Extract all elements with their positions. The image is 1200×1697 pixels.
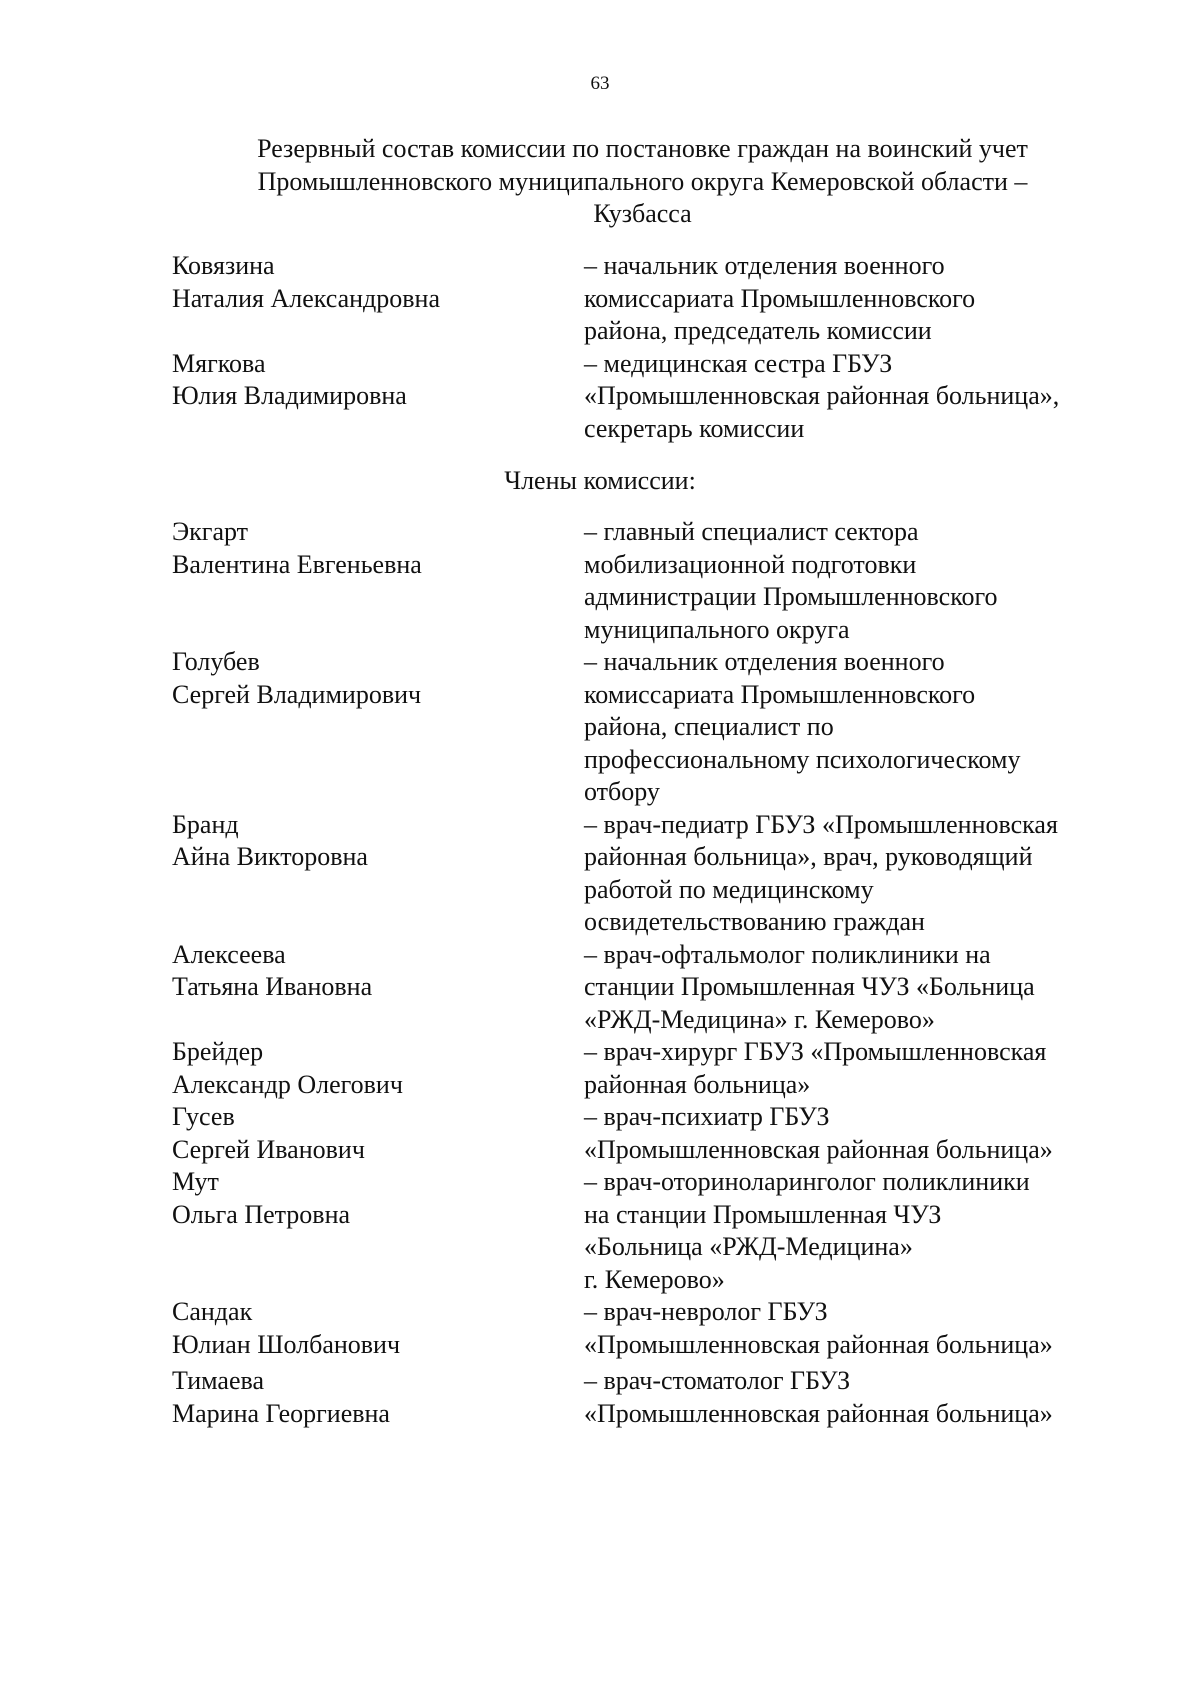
- person-name-line: Сергей Владимирович: [172, 679, 422, 709]
- person-name: [172, 939, 584, 1037]
- person-role-line: муниципального округа: [584, 614, 850, 644]
- person-role-line: мобилизационной подготовки: [584, 549, 917, 579]
- person-role: [584, 1166, 1122, 1296]
- person-role: [584, 1296, 1122, 1361]
- person-role-line: администрации Промышленновского: [584, 582, 998, 611]
- person-role-line: районная больница», врач, руководящий: [584, 842, 1033, 871]
- person-role-line: – врач-хирург ГБУЗ «Промышленновская: [584, 1037, 1047, 1066]
- commission-entry: [172, 809, 1122, 939]
- person-role-line: «Промышленновская районная больница»,: [584, 381, 1060, 410]
- person-name-line: Сергей Иванович: [172, 1134, 365, 1164]
- person-name: [172, 646, 584, 809]
- person-name-line: Александр Олегович: [172, 1069, 403, 1099]
- person-role-line: – медицинская сестра ГБУЗ: [584, 348, 893, 378]
- person-role: [584, 1036, 1122, 1101]
- person-name-line: Юлиан Шолбанович: [172, 1329, 401, 1359]
- commission-entry: [172, 1166, 1122, 1296]
- person-name-line: Юлия Владимировна: [172, 381, 407, 410]
- person-name: [172, 348, 584, 446]
- person-name: [172, 516, 584, 646]
- person-role-line: – начальник отделения военного: [584, 647, 945, 676]
- person-name: [172, 809, 584, 939]
- commission-entry: [172, 1365, 1122, 1430]
- person-role: [584, 809, 1122, 939]
- person-role: [584, 348, 1122, 446]
- person-name-line: Ковязина: [172, 251, 275, 280]
- person-name-line: Сандак: [172, 1297, 253, 1326]
- person-role-line: «Промышленновская районная больница»: [584, 1329, 1053, 1359]
- commission-entry: [172, 1296, 1122, 1361]
- person-role-line: – врач-педиатр ГБУЗ «Промышленновская: [584, 809, 1058, 839]
- commission-entry: [172, 1101, 1122, 1166]
- commission-entry: [172, 646, 1122, 809]
- commission-entry: [172, 516, 1122, 646]
- person-name: [172, 1101, 584, 1166]
- person-role-line: профессиональному психологическому: [584, 744, 1021, 774]
- person-role-line: «Промышленновская районная больница»: [584, 1398, 1053, 1428]
- person-role-line: «РЖД-Медицина» г. Кемерово»: [584, 1004, 935, 1034]
- person-name-line: Голубев: [172, 647, 260, 676]
- title-line: Кузбасса: [593, 199, 692, 228]
- person-role-line: – начальник отделения военного: [584, 251, 945, 280]
- person-name: [172, 250, 584, 348]
- leadership-list: [172, 250, 1122, 445]
- person-name: [172, 1036, 584, 1101]
- person-name-line: Валентина Евгеньевна: [172, 549, 422, 579]
- person-role-line: района, специалист по: [584, 712, 834, 741]
- document-title: [160, 133, 1125, 231]
- commission-entry: [172, 348, 1122, 446]
- person-role-line: района, председатель комиссии: [584, 316, 932, 345]
- person-name: [172, 1166, 584, 1296]
- person-name-line: Наталия Александровна: [172, 283, 440, 313]
- commission-entry: [172, 939, 1122, 1037]
- person-name-line: Брейдер: [172, 1037, 264, 1066]
- person-name: [172, 1365, 584, 1430]
- person-role-line: г. Кемерово»: [584, 1264, 725, 1294]
- person-name-line: Тимаева: [172, 1366, 264, 1395]
- person-role-line: на станции Промышленная ЧУЗ: [584, 1199, 942, 1229]
- person-role-line: – врач-офтальмолог поликлиники на: [584, 939, 991, 969]
- person-role: [584, 939, 1122, 1037]
- person-role-line: станции Промышленная ЧУЗ «Больница: [584, 972, 1035, 1001]
- page-number: 63: [590, 73, 610, 94]
- person-role: [584, 1101, 1122, 1166]
- person-role: [584, 516, 1122, 646]
- person-role-line: освидетельствованию граждан: [584, 907, 925, 936]
- person-name-line: Татьяна Ивановна: [172, 972, 373, 1001]
- person-role-line: «Промышленновская районная больница»: [584, 1134, 1053, 1164]
- person-role-line: – врач-психиатр ГБУЗ: [584, 1102, 830, 1131]
- person-role: [584, 646, 1122, 809]
- person-role-line: – врач-невролог ГБУЗ: [584, 1297, 828, 1326]
- title-line: Промышленновского муниципального округа Кемеровской области –: [257, 166, 1028, 196]
- person-name-line: Мягкова: [172, 348, 266, 378]
- person-role-line: «Больница «РЖД-Медицина»: [584, 1232, 913, 1261]
- person-role: [584, 250, 1122, 348]
- person-role-line: – главный специалист сектора: [584, 517, 919, 546]
- person-name-line: Ольга Петровна: [172, 1199, 351, 1229]
- members-heading: Члены комиссии:: [504, 466, 696, 495]
- person-name: [172, 1296, 584, 1361]
- person-role-line: районная больница»: [584, 1069, 811, 1099]
- person-role: [584, 1365, 1122, 1430]
- commission-entry: [172, 250, 1122, 348]
- person-role-line: – врач-оториноларинголог поликлиники: [584, 1167, 1030, 1196]
- person-name-line: Мут: [172, 1167, 219, 1196]
- person-name-line: Айна Викторовна: [172, 842, 368, 871]
- person-role-line: секретарь комиссии: [584, 413, 805, 443]
- person-role-line: комиссариата Промышленновского: [584, 283, 976, 313]
- person-role-line: комиссариата Промышленновского: [584, 679, 976, 709]
- person-name-line: Марина Георгиевна: [172, 1398, 390, 1428]
- person-name-line: Экгарт: [172, 517, 249, 546]
- person-name-line: Бранд: [172, 809, 239, 839]
- person-name-line: Алексеева: [172, 939, 286, 969]
- members-list: [172, 516, 1122, 1430]
- person-name-line: Гусев: [172, 1102, 235, 1131]
- person-role-line: отбору: [584, 777, 660, 806]
- person-role-line: работой по медицинскому: [584, 874, 874, 904]
- commission-entry: [172, 1036, 1122, 1101]
- person-role-line: – врач-стоматолог ГБУЗ: [584, 1366, 851, 1395]
- title-line: Резервный состав комиссии по постановке граждан на воинский учет: [257, 134, 1028, 163]
